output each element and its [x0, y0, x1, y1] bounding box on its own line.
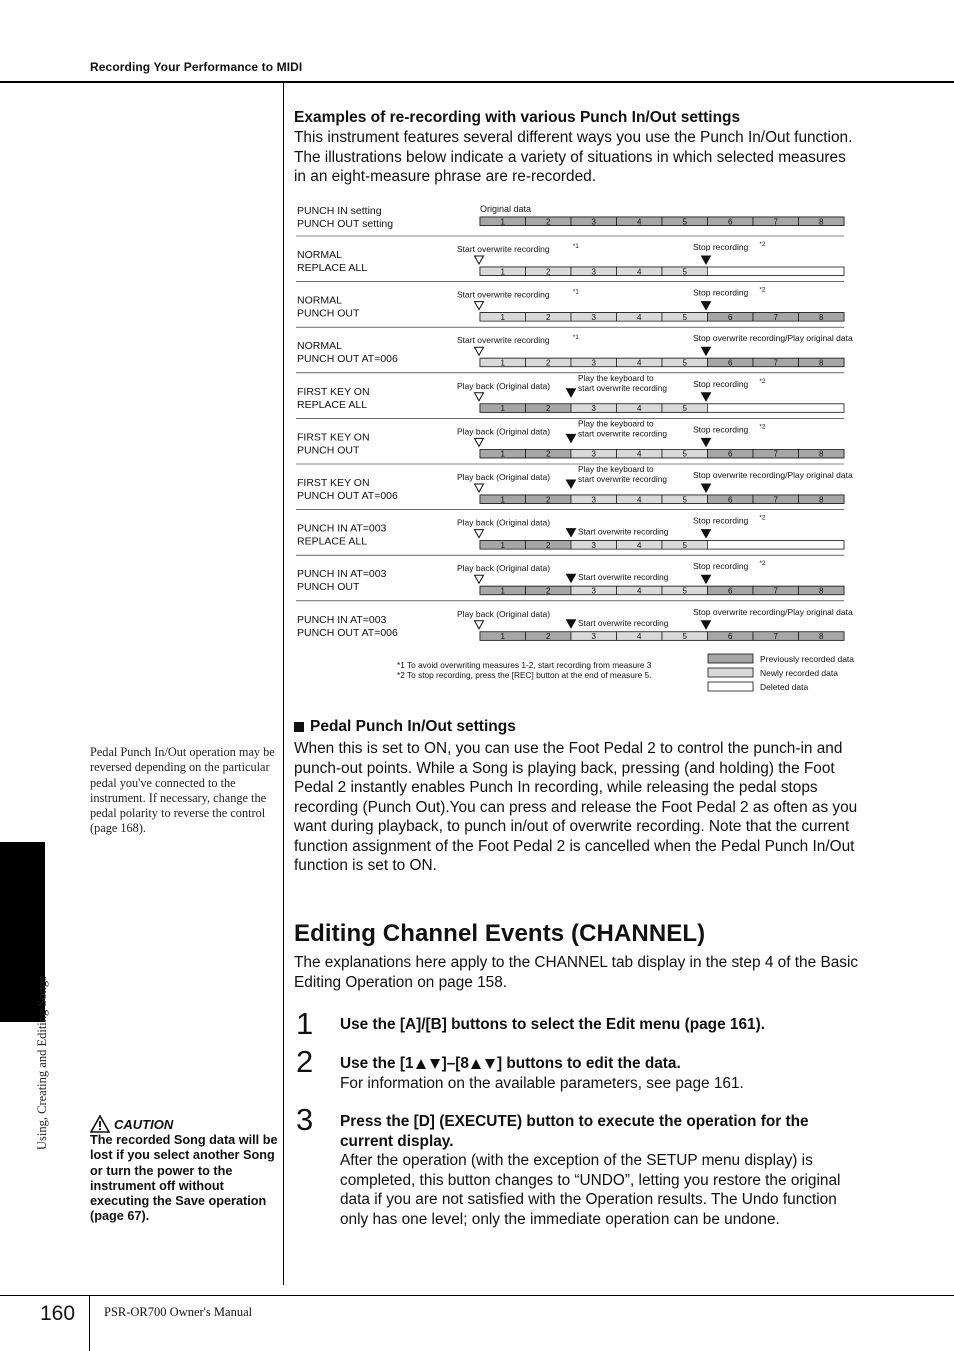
measure-number: 1 — [500, 312, 505, 322]
measure-number: 1 — [500, 586, 505, 596]
legend-swatch — [708, 668, 753, 677]
step-heading: Use the [A]/[B] buttons to select the Edit menu (page 161). — [340, 1016, 765, 1033]
punch-in-out-diagram — [294, 200, 864, 700]
legend-label: Deleted data — [760, 682, 809, 692]
up-arrow-icon — [471, 1059, 481, 1069]
footnote-2: *2 To stop recording, press the [REC] button at the end of measure 5. — [397, 670, 652, 680]
right-annotation: Stop overwrite recording/Play original data — [693, 470, 853, 480]
start-marker — [475, 393, 484, 401]
middle-annotation: Play the keyboard to — [578, 372, 654, 383]
section-text-examples: This instrument features several different ways you use the Punch In/Out function. The illustrations below indicate a variety of situations in which selected measures in an eight-measure phrase are re-recorded. — [294, 129, 853, 185]
left-annotation: Start overwrite recording — [457, 289, 550, 300]
diagram-header-punch-in: PUNCH IN setting — [297, 205, 382, 217]
punch-in-marker — [567, 389, 576, 397]
measure-number: 5 — [682, 586, 687, 596]
stop-marker — [702, 393, 711, 401]
row-setting-line1: NORMAL — [297, 294, 342, 307]
right-annotation: Stop overwrite recording/Play original data — [693, 333, 853, 344]
measure-number: 2 — [546, 358, 551, 368]
row-setting-line2: PUNCH OUT AT=006 — [297, 626, 398, 639]
caution-heading — [90, 1115, 173, 1133]
stop-marker — [702, 438, 711, 446]
left-annotation: Play back (Original data) — [457, 472, 551, 482]
measure-number: 6 — [728, 358, 733, 368]
middle-annotation: Start overwrite recording — [578, 617, 669, 628]
stop-marker — [702, 530, 711, 538]
left-annotation: Play back (Original data) — [457, 608, 551, 619]
measure-number: 5 — [682, 449, 687, 459]
right-annotation-sup: *2 — [759, 423, 766, 431]
footer-divider — [89, 1296, 90, 1351]
row-setting-line1: PUNCH IN AT=003 — [297, 568, 387, 581]
measure-number: 5 — [682, 404, 687, 414]
start-marker — [475, 438, 484, 446]
measure-number: 7 — [773, 217, 778, 227]
row-setting-line2: REPLACE ALL — [297, 262, 368, 274]
measure-number: 5 — [682, 540, 687, 550]
measure-number: 5 — [682, 267, 687, 277]
measure-number: 6 — [728, 586, 733, 596]
step-heading — [340, 1054, 860, 1074]
measure-number: 3 — [591, 404, 596, 414]
manual-name: PSR-OR700 Owner's Manual — [104, 1305, 253, 1319]
step-heading-part: Use the [1 — [340, 1055, 414, 1072]
step-heading-part: ]–[8 — [441, 1055, 469, 1072]
pedal-note: Pedal Punch In/Out operation may be reversed depending on the particular pedal you've connected to the instrument. If necessary, change the pedal polarity to reverse the control (page 168). — [90, 745, 275, 836]
left-annotation-sup: *1 — [572, 334, 579, 342]
column-divider — [283, 83, 284, 1285]
measure-number: 3 — [591, 586, 596, 596]
measure-number: 4 — [637, 495, 642, 505]
row-setting-line2: PUNCH OUT AT=006 — [297, 490, 398, 502]
measure-number: 1 — [500, 217, 505, 227]
header-rule — [0, 81, 954, 83]
row-setting-line1: FIRST KEY ON — [297, 385, 370, 398]
running-header: Recording Your Performance to MIDI — [90, 60, 303, 74]
measure-number: 6 — [728, 312, 733, 322]
middle-annotation: Start overwrite recording — [578, 526, 669, 537]
stop-marker — [702, 302, 711, 310]
row-setting-line1: FIRST KEY ON — [297, 477, 370, 489]
right-annotation-sup: *2 — [759, 560, 766, 568]
punch-in-marker — [567, 434, 576, 442]
measure-number: 7 — [773, 449, 778, 459]
row-setting-line2: PUNCH OUT — [297, 444, 360, 457]
stop-marker — [702, 347, 711, 355]
measure-number: 6 — [728, 449, 733, 459]
measure-number: 2 — [546, 632, 551, 642]
caution-text: The recorded Song data will be lost if you select another Song or turn the power to the instrument off without executing the Save operation (page 67). — [90, 1133, 278, 1224]
row-setting-line2: PUNCH OUT — [297, 581, 360, 594]
stop-marker — [702, 621, 711, 629]
start-marker — [475, 256, 484, 264]
measure-number: 4 — [637, 358, 642, 368]
step-heading: Press the [D] (EXECUTE) button to execute the operation for the current display. — [340, 1113, 809, 1150]
punch-in-marker — [567, 480, 576, 488]
caution-icon — [90, 1115, 110, 1133]
right-annotation-sup: *2 — [759, 377, 766, 385]
left-annotation: Play back (Original data) — [457, 426, 551, 437]
right-annotation: Stop recording — [693, 242, 749, 252]
measure-number: 5 — [682, 632, 687, 642]
punch-in-marker — [567, 574, 576, 582]
start-marker — [475, 302, 484, 310]
footer-rule — [0, 1295, 954, 1296]
measure-number: 6 — [728, 495, 733, 505]
measure-number: 2 — [546, 312, 551, 322]
row-setting-line2: REPLACE ALL — [297, 398, 368, 411]
step-number: 3 — [296, 1102, 314, 1137]
step-heading-part: ] buttons to edit the data. — [496, 1055, 681, 1072]
measure-number: 4 — [637, 217, 642, 227]
stop-marker — [702, 484, 711, 492]
measure-number: 7 — [773, 586, 778, 596]
right-annotation-sup: *2 — [759, 286, 766, 294]
middle-annotation: start overwrite recording — [578, 474, 667, 484]
measure-number: 8 — [819, 358, 824, 368]
chapter-tab-label: Using, Creating and Editing Songs — [35, 976, 49, 1150]
right-annotation: Stop recording — [693, 561, 749, 572]
bullet-square — [294, 722, 304, 732]
measure-number: 4 — [637, 632, 642, 642]
measure-number: 3 — [591, 312, 596, 322]
measure-number: 1 — [500, 540, 505, 550]
row-setting-line2: PUNCH OUT AT=006 — [297, 353, 398, 366]
measure-number: 3 — [591, 495, 596, 505]
start-marker — [475, 621, 484, 629]
right-annotation: Stop recording — [693, 378, 749, 389]
row-setting-line2: REPLACE ALL — [297, 535, 368, 548]
measure-number: 1 — [500, 449, 505, 459]
section-text-pedal: When this is set to ON, you can use the Foot Pedal 2 to control the punch-in and punch-out points. While a Song is playing back, pressing (and holding) the Foot Pedal 2 instantly enables Punch In recording, while releasing the pedal stops recording (Punch Out).You can press and release the Foot Pedal 2 as often as you want during playback, to punch in/out of overwrite recording. Note that the current function assignment of the Foot Pedal 2 is cancelled when the Pedal Punch In/Out function is set to ON. — [294, 740, 858, 874]
middle-annotation: Start overwrite recording — [578, 572, 669, 583]
measure-number: 5 — [682, 217, 687, 227]
stop-marker — [702, 575, 711, 583]
start-marker — [475, 484, 484, 492]
measure-number: 1 — [500, 358, 505, 368]
measure-number: 8 — [819, 449, 824, 459]
measure-number: 3 — [591, 632, 596, 642]
measure-number: 4 — [637, 449, 642, 459]
middle-annotation: Play the keyboard to — [578, 464, 654, 474]
start-marker — [475, 347, 484, 355]
left-annotation-sup: *1 — [572, 243, 579, 250]
measure-number: 8 — [819, 495, 824, 505]
measure-number: 1 — [500, 404, 505, 414]
section-title-examples: Examples of re-recording with various Punch In/Out settings — [294, 109, 741, 126]
left-annotation: Play back (Original data) — [457, 380, 551, 391]
measure-number: 3 — [591, 358, 596, 368]
page-number: 160 — [40, 1302, 76, 1325]
middle-annotation: start overwrite recording — [578, 428, 667, 439]
start-marker — [475, 530, 484, 538]
measure-number: 2 — [546, 267, 551, 277]
right-annotation-sup: *2 — [759, 241, 766, 248]
middle-annotation: start overwrite recording — [578, 382, 667, 393]
down-arrow-icon — [430, 1059, 440, 1069]
row-setting-line1: FIRST KEY ON — [297, 431, 370, 444]
down-arrow-icon — [485, 1059, 495, 1069]
legend-swatch — [708, 654, 753, 663]
measure-number: 8 — [819, 586, 824, 596]
row-setting-line1: NORMAL — [297, 340, 342, 353]
right-annotation: Stop recording — [693, 515, 749, 526]
left-annotation: Start overwrite recording — [457, 335, 550, 346]
step-number: 1 — [296, 1006, 314, 1041]
caution-label: CAUTION — [114, 1116, 174, 1132]
measure-number: 5 — [682, 312, 687, 322]
measure-number: 1 — [500, 632, 505, 642]
measure-number: 3 — [591, 540, 596, 550]
step-number: 2 — [296, 1044, 314, 1079]
measure-number: 7 — [773, 358, 778, 368]
measure-number: 6 — [728, 217, 733, 227]
left-annotation: Start overwrite recording — [457, 244, 550, 254]
start-marker — [475, 575, 484, 583]
measure-number: 8 — [819, 217, 824, 227]
measure-number: 4 — [637, 586, 642, 596]
section-title-pedal — [294, 718, 516, 736]
measure-number: 2 — [546, 586, 551, 596]
measure-number: 7 — [773, 632, 778, 642]
diagram-header-punch-out: PUNCH OUT setting — [297, 218, 394, 230]
measure-number: 2 — [546, 217, 551, 227]
step-body: After the operation (with the exception of the SETUP menu display) is completed, this button changes to “UNDO”, letting you restore the original data if you are not satisfied with the Operation results. The Undo function only has one level; only the immediate operation can be undone. — [340, 1152, 841, 1228]
left-annotation: Play back (Original data) — [457, 563, 551, 574]
measure-number: 7 — [773, 495, 778, 505]
measure-number: 2 — [546, 404, 551, 414]
up-arrow-icon — [416, 1059, 426, 1069]
measure-number: 7 — [773, 312, 778, 322]
right-annotation: Stop recording — [693, 424, 749, 435]
punch-in-marker — [567, 620, 576, 628]
footnote-1: *1 To avoid overwriting measures 1-2, start recording from measure 3 — [397, 660, 652, 670]
right-annotation: Stop recording — [693, 287, 749, 298]
measure-number: 1 — [500, 495, 505, 505]
legend-label: Previously recorded data — [760, 654, 855, 664]
measure-number: 3 — [591, 217, 596, 227]
section-title-channel: Editing Channel Events (CHANNEL) — [294, 920, 706, 947]
stop-marker — [702, 256, 711, 264]
measure-number: 4 — [637, 404, 642, 414]
row-setting-line1: NORMAL — [297, 249, 342, 261]
section-title-pedal-text: Pedal Punch In/Out settings — [310, 718, 516, 735]
measure-number: 4 — [637, 540, 642, 550]
row-setting-line2: PUNCH OUT — [297, 307, 360, 320]
measure-number: 2 — [546, 540, 551, 550]
measure-number: 3 — [591, 449, 596, 459]
left-annotation: Play back (Original data) — [457, 517, 551, 528]
measure-number: 8 — [819, 312, 824, 322]
measure-number: 5 — [682, 495, 687, 505]
right-annotation: Stop overwrite recording/Play original data — [693, 606, 853, 617]
left-annotation-sup: *1 — [572, 288, 579, 296]
right-annotation-sup: *2 — [759, 514, 766, 522]
measure-number: 8 — [819, 632, 824, 642]
middle-annotation: Play the keyboard to — [578, 418, 654, 429]
measure-number: 3 — [591, 267, 596, 277]
section-text-channel: The explanations here apply to the CHANNEL tab display in the step 4 of the Basic Editing Operation on page 158. — [294, 954, 859, 991]
measure-number: 6 — [728, 632, 733, 642]
measure-number: 4 — [637, 267, 642, 277]
row-setting-line1: PUNCH IN AT=003 — [297, 613, 387, 626]
measure-number: 2 — [546, 449, 551, 459]
punch-in-marker — [567, 529, 576, 537]
legend-swatch — [708, 682, 753, 691]
measure-number: 5 — [682, 358, 687, 368]
legend-label: Newly recorded data — [760, 668, 838, 678]
original-data-label: Original data — [480, 204, 532, 214]
row-setting-line1: PUNCH IN AT=003 — [297, 522, 387, 535]
measure-number: 4 — [637, 312, 642, 322]
measure-number: 2 — [546, 495, 551, 505]
measure-number: 1 — [500, 267, 505, 277]
step-body: For information on the available parameters, see page 161. — [340, 1075, 744, 1092]
